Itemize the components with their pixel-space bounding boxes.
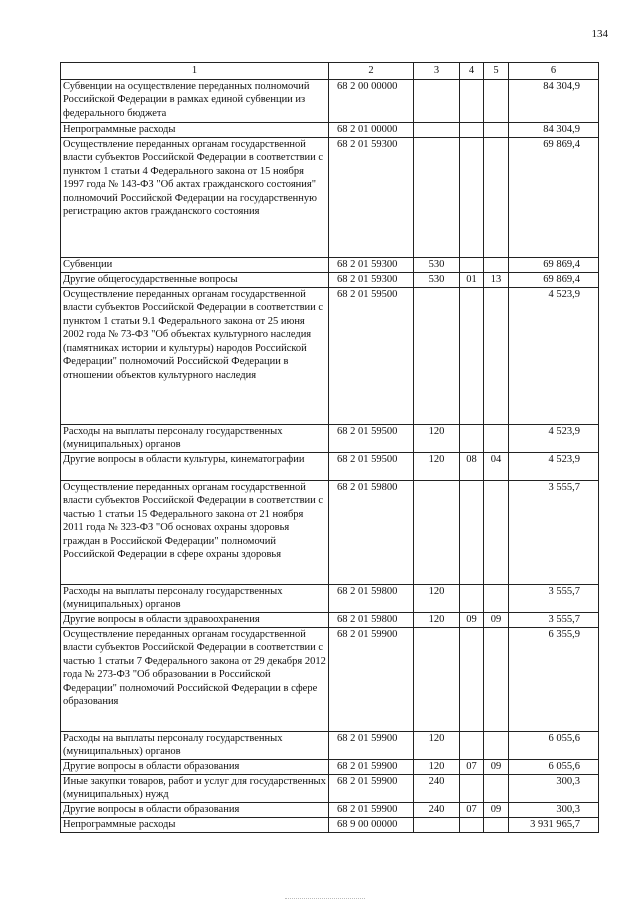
row-col3: 530 — [414, 272, 460, 287]
column-header: 6 — [509, 63, 599, 80]
row-col5 — [484, 480, 509, 584]
row-col4: 07 — [460, 802, 484, 817]
row-col3 — [414, 79, 460, 122]
row-col5: 09 — [484, 612, 509, 627]
row-col4 — [460, 424, 484, 452]
row-col3: 120 — [414, 759, 460, 774]
row-code: 68 2 01 59500 — [329, 452, 414, 480]
row-code: 68 2 01 59300 — [329, 272, 414, 287]
row-amount: 4 523,9 — [509, 287, 599, 424]
row-col5: 13 — [484, 272, 509, 287]
row-name: Иные закупки товаров, работ и услуг для государственных (муниципальных) нужд — [61, 774, 329, 802]
table-row — [61, 759, 599, 774]
row-code: 68 2 01 59900 — [329, 627, 414, 731]
row-col4 — [460, 79, 484, 122]
row-col3: 240 — [414, 802, 460, 817]
row-col3: 120 — [414, 452, 460, 480]
row-col4: 07 — [460, 759, 484, 774]
table-row — [61, 137, 599, 257]
row-amount: 3 555,7 — [509, 612, 599, 627]
row-col3: 530 — [414, 257, 460, 272]
row-name: Другие вопросы в области образования — [61, 759, 329, 774]
row-code: 68 2 01 00000 — [329, 122, 414, 137]
row-col3: 120 — [414, 731, 460, 759]
row-col5: 04 — [484, 452, 509, 480]
row-col4: 09 — [460, 612, 484, 627]
row-name: Непрограммные расходы — [61, 122, 329, 137]
table-row — [61, 257, 599, 272]
table-row — [61, 774, 599, 802]
page-number: 134 — [591, 28, 608, 40]
table-row — [61, 731, 599, 759]
row-code: 68 2 01 59900 — [329, 731, 414, 759]
row-col4 — [460, 480, 484, 584]
row-code: 68 2 00 00000 — [329, 79, 414, 122]
row-amount: 6 055,6 — [509, 731, 599, 759]
table-row — [61, 287, 599, 424]
table-row — [61, 122, 599, 137]
row-code: 68 2 01 59800 — [329, 612, 414, 627]
row-col3: 120 — [414, 584, 460, 612]
row-name: Другие вопросы в области культуры, кинематографии — [61, 452, 329, 480]
row-col5 — [484, 584, 509, 612]
row-code: 68 9 00 00000 — [329, 817, 414, 832]
row-col4 — [460, 137, 484, 257]
table-row — [61, 424, 599, 452]
row-col3: 240 — [414, 774, 460, 802]
row-col5 — [484, 122, 509, 137]
row-name: Расходы на выплаты персоналу государственных (муниципальных) органов — [61, 424, 329, 452]
row-col4 — [460, 287, 484, 424]
row-name: Другие вопросы в области образования — [61, 802, 329, 817]
table-row — [61, 480, 599, 584]
row-name: Расходы на выплаты персоналу государственных (муниципальных) органов — [61, 731, 329, 759]
column-header: 5 — [484, 63, 509, 80]
row-col4 — [460, 584, 484, 612]
row-amount: 4 523,9 — [509, 452, 599, 480]
row-amount: 6 355,9 — [509, 627, 599, 731]
row-col3 — [414, 137, 460, 257]
row-col3 — [414, 480, 460, 584]
table-row — [61, 627, 599, 731]
row-name: Осуществление переданных органам государственной власти субъектов Российской Федерации в соответствии с пунктом 1 статьи 9.1 Федерального закона от 25 июня 2002 года № 73-ФЗ "Об объектах культурного наследия (памятниках истории и культуры) народов Российской Федерации" полномочий Российской Федерации в отношении объектов культурного наследия — [61, 287, 329, 424]
row-name: Осуществление переданных органам государственной власти субъектов Российской Федерации в соответствии с частью 1 статьи 7 Федерального закона от 29 декабря 2012 года № 273-ФЗ "Об образовании в Российской Федерации" полномочий Российской Федерации в сфере образования — [61, 627, 329, 731]
table-row — [61, 817, 599, 832]
row-name: Другие вопросы в области здравоохранения — [61, 612, 329, 627]
row-code: 68 2 01 59900 — [329, 802, 414, 817]
row-amount: 4 523,9 — [509, 424, 599, 452]
row-amount: 6 055,6 — [509, 759, 599, 774]
row-name: Другие общегосударственные вопросы — [61, 272, 329, 287]
table-row — [61, 802, 599, 817]
scan-artifact — [285, 898, 365, 901]
row-col3 — [414, 122, 460, 137]
row-col5 — [484, 774, 509, 802]
row-col5 — [484, 287, 509, 424]
row-name: Расходы на выплаты персоналу государственных (муниципальных) органов — [61, 584, 329, 612]
row-amount: 84 304,9 — [509, 79, 599, 122]
row-col3: 120 — [414, 612, 460, 627]
row-col5 — [484, 424, 509, 452]
row-name: Субвенции на осуществление переданных полномочий Российской Федерации в рамках единой субвенции из федерального бюджета — [61, 79, 329, 122]
row-code: 68 2 01 59300 — [329, 137, 414, 257]
row-col3 — [414, 817, 460, 832]
row-amount: 3 555,7 — [509, 480, 599, 584]
row-name: Субвенции — [61, 257, 329, 272]
row-col4 — [460, 731, 484, 759]
row-col5 — [484, 731, 509, 759]
row-col5 — [484, 79, 509, 122]
row-col4 — [460, 627, 484, 731]
row-col5 — [484, 817, 509, 832]
row-amount: 69 869,4 — [509, 257, 599, 272]
table-row — [61, 272, 599, 287]
row-col3 — [414, 287, 460, 424]
row-code: 68 2 01 59800 — [329, 584, 414, 612]
row-col4 — [460, 257, 484, 272]
row-code: 68 2 01 59500 — [329, 424, 414, 452]
row-amount: 3 931 965,7 — [509, 817, 599, 832]
row-name: Осуществление переданных органам государственной власти субъектов Российской Федерации в соответствии с пунктом 1 статьи 4 Федерального закона от 15 ноября 1997 года № 143-ФЗ "Об актах гражданского состояния" полномочий Российской Федерации на государственную регистрацию актов гражданского состояния — [61, 137, 329, 257]
table-header-row — [61, 63, 599, 80]
row-amount: 3 555,7 — [509, 584, 599, 612]
column-header: 1 — [61, 63, 329, 80]
row-code: 68 2 01 59800 — [329, 480, 414, 584]
row-code: 68 2 01 59900 — [329, 774, 414, 802]
row-col4 — [460, 122, 484, 137]
row-code: 68 2 01 59500 — [329, 287, 414, 424]
row-name: Осуществление переданных органам государственной власти субъектов Российской Федерации в соответствии с частью 1 статьи 15 Федерального закона от 21 ноября 2011 года № 323-ФЗ "Об основах охраны здоровья граждан в Российской Федерации" полномочий Российской Федерации в сфере охраны здоровья — [61, 480, 329, 584]
row-code: 68 2 01 59300 — [329, 257, 414, 272]
row-col4: 01 — [460, 272, 484, 287]
table-row — [61, 612, 599, 627]
row-amount: 69 869,4 — [509, 272, 599, 287]
row-col4 — [460, 774, 484, 802]
row-col5: 09 — [484, 759, 509, 774]
table-row — [61, 452, 599, 480]
row-amount: 300,3 — [509, 802, 599, 817]
row-col5: 09 — [484, 802, 509, 817]
row-name: Непрограммные расходы — [61, 817, 329, 832]
row-col4 — [460, 817, 484, 832]
column-header: 3 — [414, 63, 460, 80]
row-amount: 300,3 — [509, 774, 599, 802]
budget-table — [60, 62, 599, 833]
row-col5 — [484, 137, 509, 257]
column-header: 4 — [460, 63, 484, 80]
row-amount: 69 869,4 — [509, 137, 599, 257]
table-row — [61, 584, 599, 612]
row-col5 — [484, 257, 509, 272]
row-col4: 08 — [460, 452, 484, 480]
row-col3 — [414, 627, 460, 731]
table-row — [61, 79, 599, 122]
row-code: 68 2 01 59900 — [329, 759, 414, 774]
row-col3: 120 — [414, 424, 460, 452]
row-col5 — [484, 627, 509, 731]
column-header: 2 — [329, 63, 414, 80]
row-amount: 84 304,9 — [509, 122, 599, 137]
